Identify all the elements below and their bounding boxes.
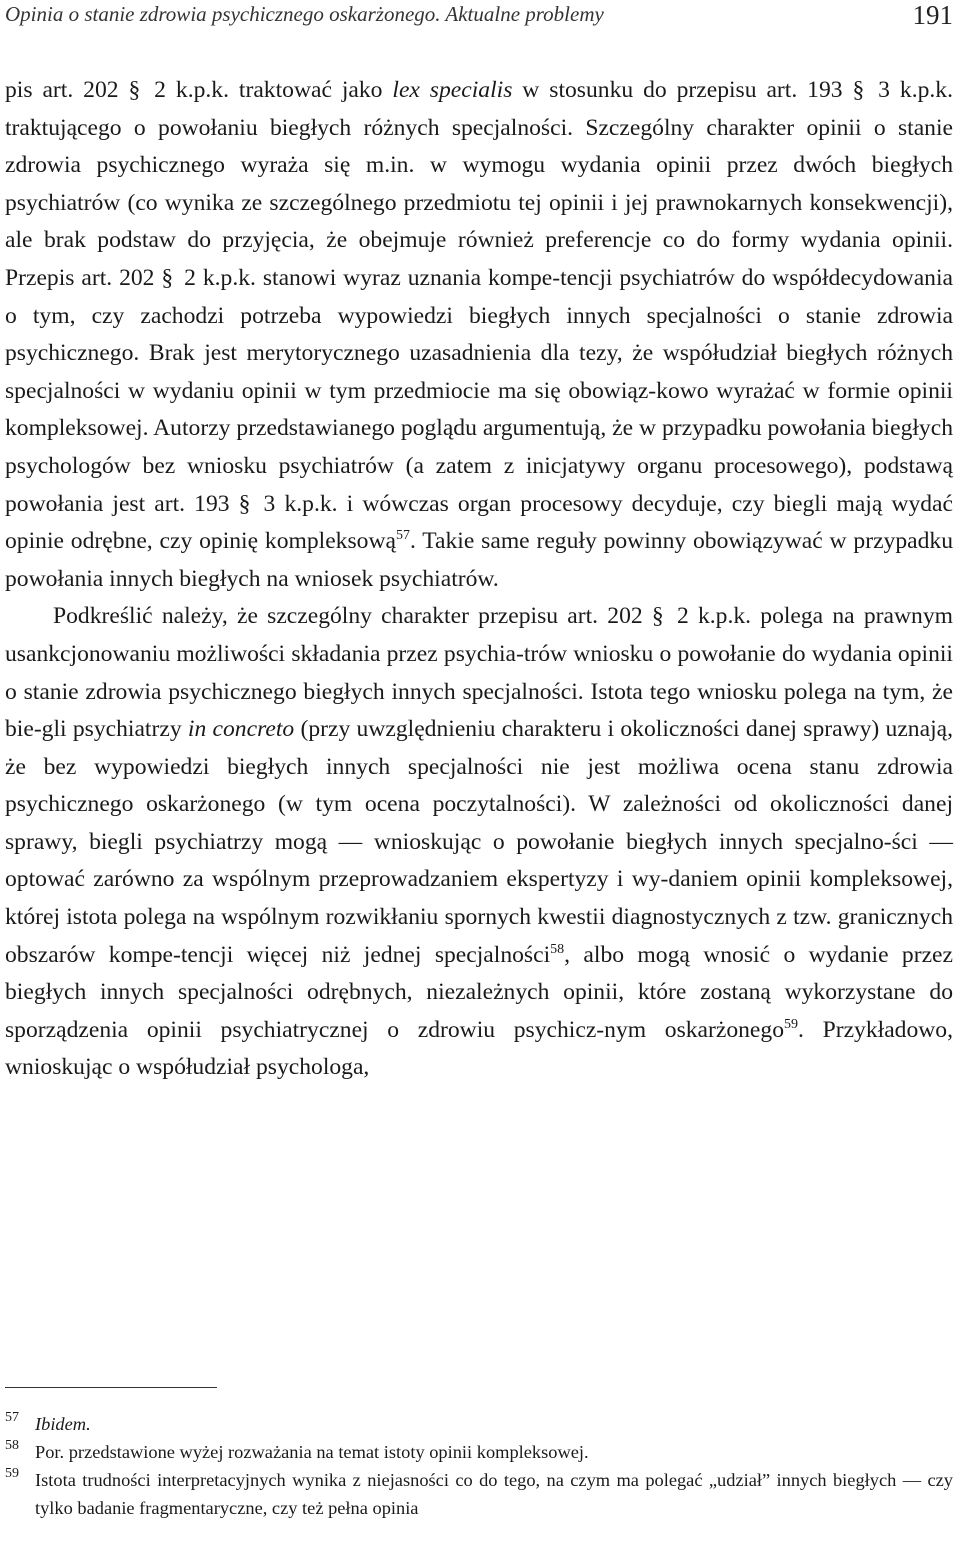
footnote-ref-58[interactable]: 58 [550, 941, 565, 957]
footnote-57 [5, 1410, 953, 1438]
text-run: 2 k.p.k. stanowi wyraz uznania kompe-tencji psychiatrów do współdecydowania o tym, czy zachodzi potrzeba wypowiedzi biegłych innych specjalności o stanie zdrowia psychicznego. Brak jest merytorycznego uzasadnienia dla tezy, że współudział biegłych różnych specjalności w wydaniu opinii w tym przedmiocie ma się obowiąz-kowo wyrażać w formie opinii kompleksowej. Autorzy przedstawianego poglądu argumentują, że w przypadku powołania biegłych psychologów bez wniosku psychiatrów (a zatem z inicjatywy organu procesowego), podstawą powołania jest art. 193 [5, 264, 954, 517]
footnote-number: 58 [5, 1438, 19, 1453]
text-run: . Takie same reguły powinny obowiązywać w przypadku powołania innych biegłych na wniosek psychiatrów. [5, 528, 953, 592]
page-header [5, 2, 953, 32]
italic-term: lex specialis [392, 77, 513, 103]
text-run: 2 k.p.k. polega na prawnym usankcjonowaniu możliwości składania przez psychia-trów wniosku o powołanie do wydania opinii o stanie zdrowia psychicznego biegłych innych specjalności. Istota tego wniosku polega na tym, że bie-gli psychiatrzy [5, 603, 953, 743]
running-title: Opinia o stanie zdrowia psychicznego oskarżonego. Aktualne problemy [5, 2, 604, 26]
text-run: Podkreślić należy, że szczególny charakter przepisu art. 202 [53, 603, 652, 630]
footnote-text: Ibidem. [35, 1414, 91, 1434]
text-run: 3 k.p.k. traktującego o powołaniu biegłych różnych specjalności. Szczególny charakter opinii o stanie zdrowia psychicznego wyraża się m.in. w wymogu wydania opinii przez dwóch biegłych psychiatrów (co wynika ze szczególnego przedmiotu tej opinii i jej prawnokarnych konsekwencji), ale brak podstaw do przyjęcia, że obejmuje również preferencje co do formy wydania opinii. Przepis art. 202 [5, 77, 953, 291]
text-run: . Przykładowo, wnioskując o współudział psychologa, [5, 1016, 953, 1081]
text-run: , albo mogą wnosić o wydanie przez biegłych innych specjalności odrębnych, niezależnych opinii, które zostaną wykorzystane do sporządzenia opinii psychiatrycznej o zdrowiu psychicz-nym oskarżonego [5, 941, 953, 1043]
footnote-ref-59[interactable]: 59 [784, 1016, 799, 1032]
text-run: pis art. 202 [5, 77, 129, 103]
section-sign: § [852, 77, 865, 103]
text-run: w stosunku do przepisu art. 193 [512, 77, 853, 103]
section-sign: § [238, 490, 251, 517]
section-sign: § [128, 77, 141, 103]
footnote-58 [5, 1438, 953, 1466]
text-run: (przy uwzględnieniu charakteru i okoliczności danej sprawy) uznają, że bez wypowiedzi biegłych innych specjalności nie jest możliwa ocena stanu zdrowia psychicznego oskarżonego (w tym ocena poczytalności). W zależności od okoliczności danej sprawy, biegli psychiatrzy mogą — wnioskując o powołanie biegłych innych specjalno-ści — optować zarówno za wspólnym przeprowadzaniem ekspertyzy i wy-daniem opinii kompleksowej, której istota polega na wspólnym rozwikłaniu spornych kwestii diagnostycznych z tzw. granicznych obszarów kompe-tencji więcej niż jednej specjalności [5, 716, 954, 968]
text-run: 3 k.p.k. i wówczas organ procesowy decyduje, czy biegli mają wydać opinie odrębne, czy opinię kompleksową [5, 490, 953, 555]
footnote-ref-57[interactable]: 57 [395, 528, 410, 544]
section-sign: § [161, 264, 174, 291]
footnotes [5, 1410, 953, 1522]
page-number: 191 [912, 0, 953, 30]
footnote-number: 57 [5, 1410, 19, 1425]
section-sign: § [651, 603, 664, 630]
main-text [5, 72, 953, 1087]
paragraph-1 [5, 72, 953, 598]
footnote-text: Istota trudności interpretacyjnych wynika z niejasności co do tego, na czym ma polegać „udział” innych biegłych — czy tylko badanie fragmentaryczne, czy też pełna opinia [35, 1470, 953, 1518]
footnote-number: 59 [5, 1466, 19, 1481]
italic-term: in concreto [187, 716, 295, 743]
text-run: 2 k.p.k. traktować jako [144, 77, 393, 103]
footnote-59 [5, 1466, 953, 1522]
footnote-separator [5, 1387, 217, 1388]
paragraph-2 [5, 598, 953, 1087]
footnote-text: Por. przedstawione wyżej rozważania na temat istoty opinii kompleksowej. [35, 1442, 589, 1462]
